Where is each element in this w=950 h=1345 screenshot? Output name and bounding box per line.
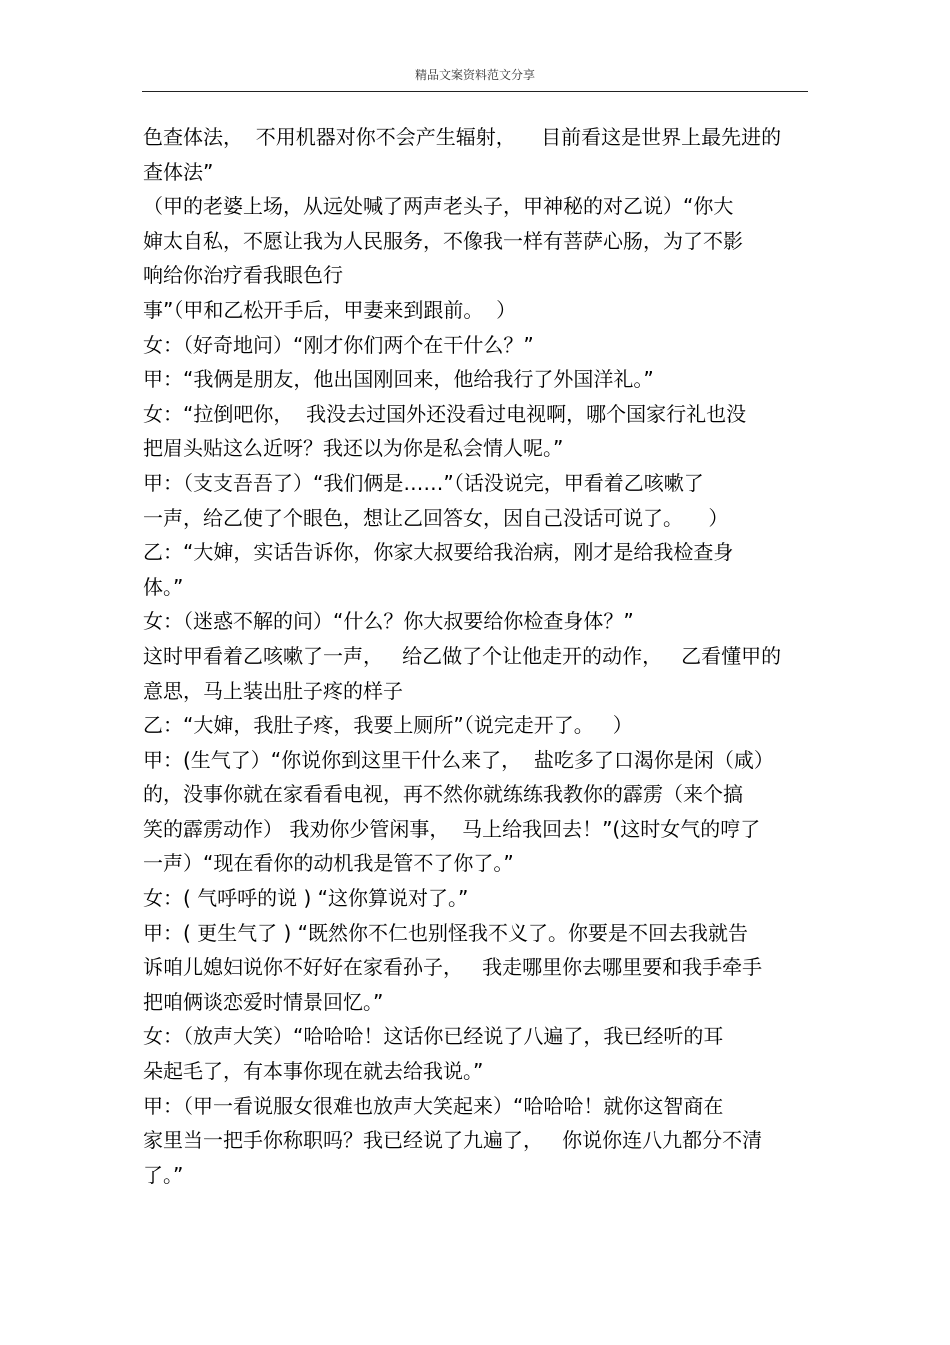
text-line: 甲：( 更生气了 ) “既然你不仁也别怪我不义了。你要是不回去我就告 (143, 920, 749, 945)
text-line: 朵起毛了，有本事你现在就去给我说。” (143, 1059, 484, 1084)
page-header: 精品文案资料范文分享 (414, 68, 535, 82)
text-line: 了。” (143, 1162, 184, 1187)
text-line: 查体法” (143, 159, 214, 184)
text-line: （甲的老婆上场，从远处喊了两声老头子，甲神秘的对乙说）“你大 (143, 194, 734, 219)
text-line: 女：（迷惑不解的问）“什么？你大叔要给你检查身体？” (143, 609, 634, 634)
text-line: 乙：“大婶，实话告诉你，你家大叔要给我治病，刚才是给我检查身 (143, 540, 734, 565)
text-line: 的，没事你就在家看看电视，再不然你就练练我教你的霹雳（来个搞 (143, 782, 743, 807)
text-line: 这时甲看着乙咳嗽了一声， 给乙做了个让他走开的动作， 乙看懂甲的 (143, 643, 782, 668)
text-line: 诉咱儿媳妇说你不好好在家看孙子， 我走哪里你去哪里要和我手牵手 (143, 955, 763, 980)
text-line: 把眉头贴这么近呀？我还以为你是私会情人呢。” (143, 436, 564, 461)
script-body (143, 120, 808, 1192)
text-line: 一声）“现在看你的动机我是管不了你了。” (143, 851, 514, 876)
text-line: 甲：（支支吾吾了）“我们俩是……”（话没说完，甲看着乙咳嗽了 (143, 470, 704, 495)
text-line: 女：（好奇地问）“刚才你们两个在干什么？” (143, 332, 534, 357)
text-line: 甲：“我俩是朋友，他出国刚回来，他给我行了外国洋礼。” (143, 367, 654, 392)
text-line: 家里当一把手你称职吗？我已经说了九遍了， 你说你连八九都分不清 (143, 1128, 763, 1153)
text-line: 体。” (143, 574, 184, 599)
text-line: 把咱俩谈恋爱时情景回忆。” (143, 989, 384, 1014)
text-line: 响给你治疗看我眼色行 (143, 263, 343, 288)
header-divider (142, 91, 808, 92)
text-line: 女：（放声大笑）“哈哈哈！这话你已经说了八遍了，我已经听的耳 (143, 1024, 724, 1049)
text-line: 一声，给乙使了个眼色，想让乙回答女，因自己没话可说了。 ） (143, 505, 729, 530)
text-line: 乙：“大婶，我肚子疼，我要上厕所”（说完走开了。 ） (143, 713, 633, 738)
text-line: 色查体法， 不用机器对你不会产生辐射， 目前看这是世界上最先进的 (143, 125, 782, 149)
text-line: 女：( 气呼呼的说 ) “这你算说对了。” (143, 886, 469, 911)
text-line: 甲：（甲一看说服女很难也放声大笑起来）“哈哈哈！就你这智商在 (143, 1093, 724, 1118)
text-line: 意思，马上装出肚子疼的样子 (143, 678, 403, 703)
text-line: 事”（甲和乙松开手后，甲妻来到跟前。 ） (143, 297, 517, 322)
text-line: 女：“拉倒吧你， 我没去过国外还没看过电视啊，哪个国家行礼也没 (143, 401, 747, 426)
text-line: 婶太自私，不愿让我为人民服务，不像我一样有菩萨心肠，为了不影 (143, 228, 743, 253)
text-line: 笑的霹雳动作） 我劝你少管闲事， 马上给我回去！”(这时女气的哼了 (143, 816, 761, 841)
text-line: 甲：(生气了）“你说你到这里干什么来了， 盐吃多了口渴你是闲（咸） (143, 747, 774, 772)
